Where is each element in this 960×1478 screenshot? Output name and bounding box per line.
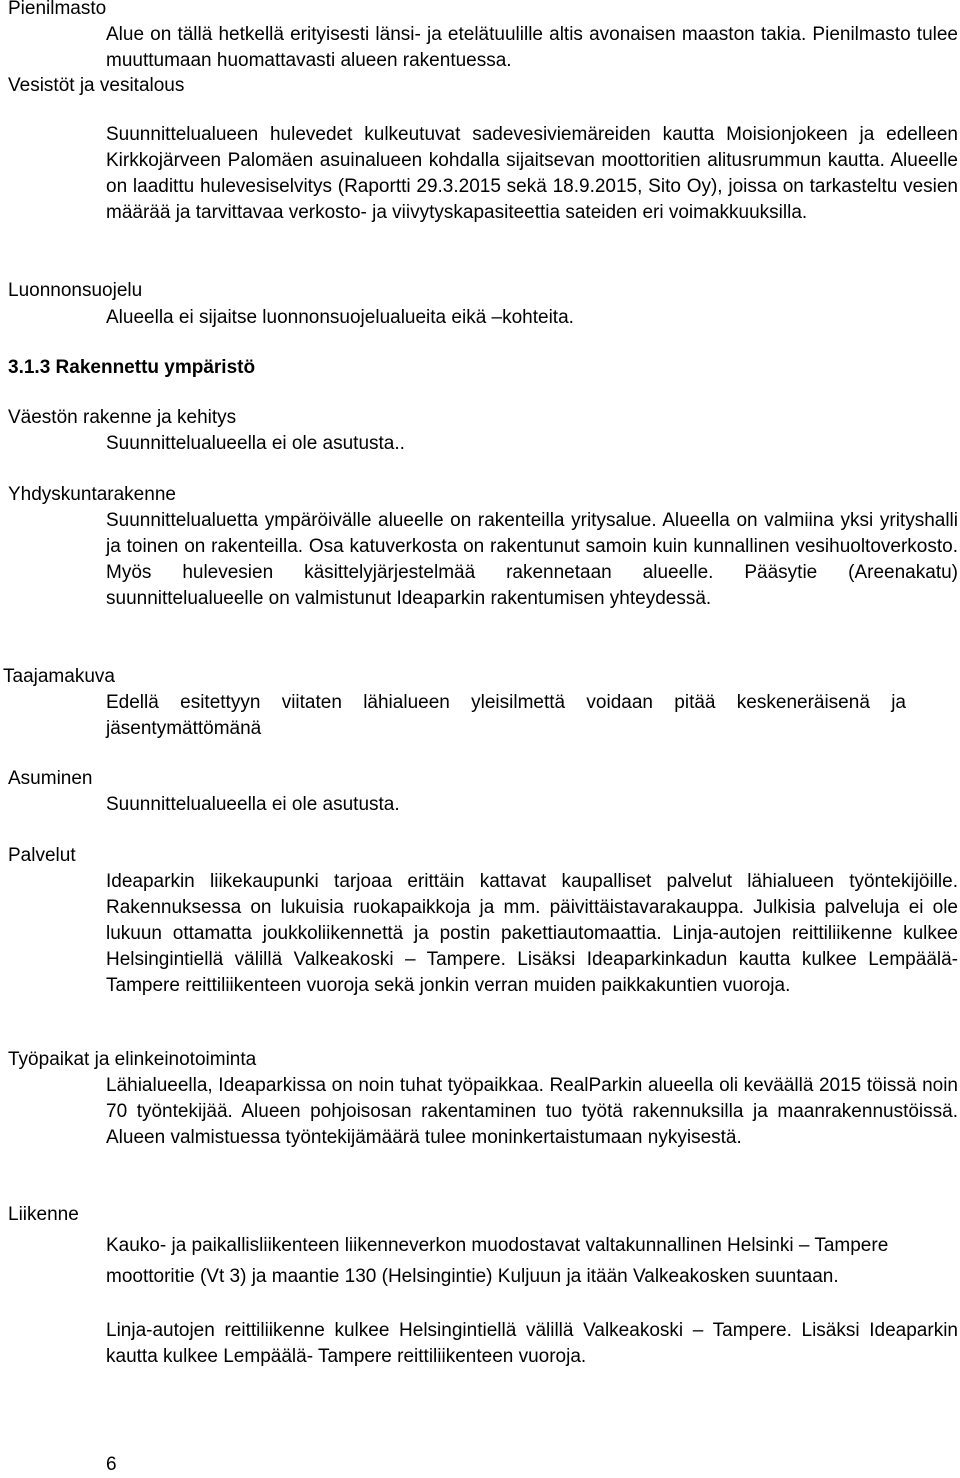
paragraph-palvelut: Ideaparkin liikekaupunki tarjoaa erittäin kattavat kaupalliset palvelut lähialueen työntekijöille. Rakennuksessa on lukuisia ruokapaikkoja ja mm. päivittäistavarakauppa. Julkisia palveluja ei ole lukuun ottamatta joukkoliikennettä ja postin pakettiautomaattia. Linja-autojen reittiliikenne kulkee Helsingintiellä välillä Valkeakoski – Tampere. Lisäksi Ideaparkinkadun kautta kulkee Lempäälä- Tampere reittiliikenteen vuoroja sekä jonkin verran muiden paikkakuntien vuoroja. [106,871,958,996]
heading-palvelut: Palvelut [8,845,76,866]
paragraph-taajamakuva: Edellä esitettyyn viitaten lähialueen yleisilmettä voidaan pitää keskeneräisenä ja jäsentymättömänä [106,692,906,739]
paragraph-vaesto: Suunnittelualueella ei ole asutusta.. [106,433,405,454]
paragraph-pienilmasto: Alue on tällä hetkellä erityisesti länsi- ja etelätuulille altis avonaisen maaston takia. Pienilmasto tulee muuttumaan huomattavasti alueen rakentuessa. [106,24,958,71]
heading-vaesto: Väestön rakenne ja kehitys [8,407,237,428]
heading-pienilmasto: Pienilmasto [8,0,107,19]
paragraph-vesistot: Suunnittelualueen hulevedet kulkeutuvat sadevesiviemäreiden kautta Moisionjokeen ja edelleen Kirkkojärveen Palomäen asuinalueen kohdalla sijaitsevan moottoritien alitusrummun kautta. Alueelle on laadittu hulevesiselvitys (Raportti 29.3.2015 sekä 18.9.2015, Sito Oy), joissa on tarkasteltu vesien määrää ja tarvittavaa verkosto- ja viivytyskapasiteettia sateiden eri voimakkuuksilla. [106,124,958,223]
paragraph-liikenne-1: Kauko- ja paikallisliikenteen liikenneverkon muodostavat valtakunnallinen Helsinki – Tampere moottoritie (Vt 3) ja maantie 130 (Helsingintie) Kuljuun ja itään Valkeakosken suuntaan. [106,1235,889,1287]
heading-tyopaikat: Työpaikat ja elinkeinotoiminta [8,1049,257,1070]
paragraph-luonnonsuojelu: Alueella ei sijaitse luonnonsuojelualueita eikä –kohteita. [106,307,574,328]
heading-vesistot: Vesistöt ja vesitalous [8,75,185,96]
page-number: 6 [106,1454,117,1475]
heading-rakennettu-ymparisto: 3.1.3 Rakennettu ympäristö [8,357,256,378]
heading-asuminen: Asuminen [8,768,93,789]
paragraph-yhdyskuntarakenne: Suunnittelualuetta ympäröivälle alueelle on rakenteilla yritysalue. Alueella on valmiina yksi yrityshalli ja toinen on rakenteilla. Osa katuverkosta on rakentunut samoin kuin kunnallinen vesihuoltoverkosto. Myös hulevesien käsittelyjärjestelmää rakennetaan alueelle. Pääsytie (Areenakatu) suunnittelualueelle on valmistunut Ideaparkin rakentumisen yhteydessä. [106,510,958,609]
paragraph-tyopaikat: Lähialueella, Ideaparkissa on noin tuhat työpaikkaa. RealParkin alueella oli keväällä 2015 töissä noin 70 työntekijää. Alueen pohjoisosan rakentaminen tuo työtä rakennuksilla ja maanrakennustöissä. Alueen valmistuessa työntekijämäärä tulee moninkertaistumaan nykyisestä. [106,1075,958,1148]
heading-liikenne: Liikenne [8,1204,79,1225]
heading-taajamakuva: Taajamakuva [3,666,115,687]
heading-luonnonsuojelu: Luonnonsuojelu [8,280,143,301]
paragraph-asuminen: Suunnittelualueella ei ole asutusta. [106,794,400,815]
paragraph-liikenne-2: Linja-autojen reittiliikenne kulkee Helsingintiellä välillä Valkeakoski – Tampere. Lisäksi Ideaparkin kautta kulkee Lempäälä- Tampere reittiliikenteen vuoroja. [106,1320,958,1367]
heading-yhdyskuntarakenne: Yhdyskuntarakenne [8,484,176,505]
